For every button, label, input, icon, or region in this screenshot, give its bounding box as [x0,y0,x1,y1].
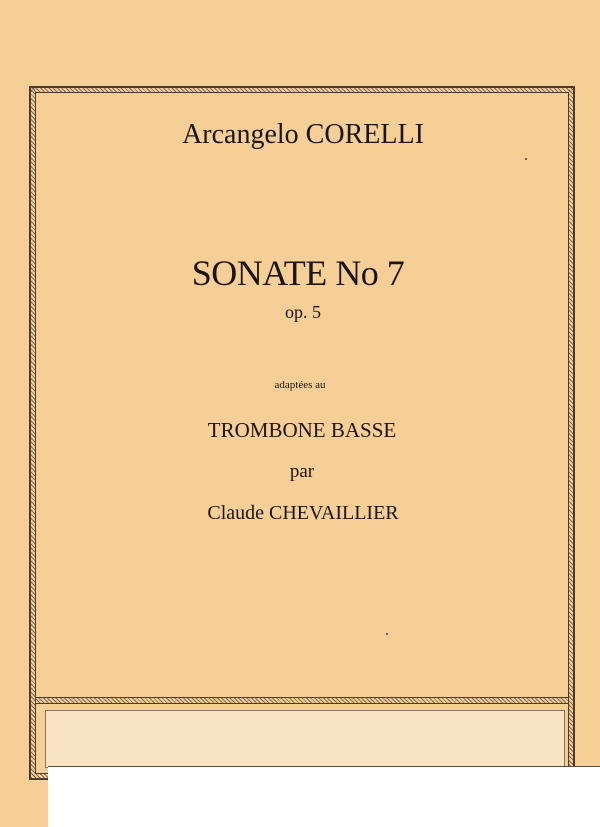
band-divider-bottom [35,703,569,704]
print-speck [386,633,388,635]
work-title: SONATE No 7 [191,253,405,293]
opus-number: op. 5 [285,302,321,322]
arranger-name: Claude CHEVAILLIER [207,502,399,524]
adapted-for-label: adaptées au [274,379,326,391]
publisher-panel [45,710,565,768]
label-sticker [48,766,600,827]
composer-name: Arcangelo CORELLI [182,119,424,150]
print-speck [525,158,527,160]
instrument-name: TROMBONE BASSE [207,418,397,442]
by-label: par [289,461,315,482]
